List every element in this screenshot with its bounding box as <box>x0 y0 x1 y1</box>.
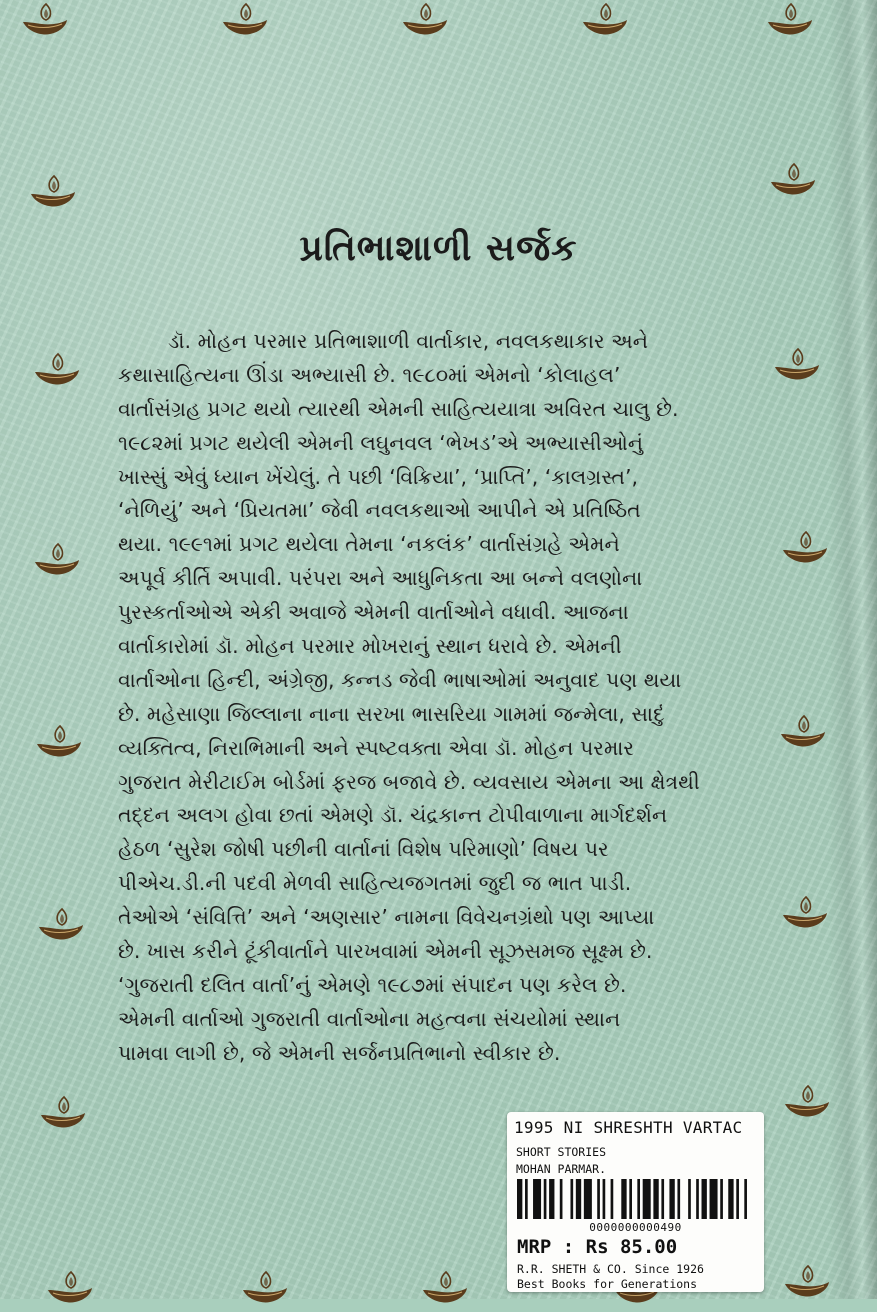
blurb-line: વાર્તાઓના હિન્દી, અંગ્રેજી, કન્નડ જેવી ભાષાઓમાં અનુવાદ પણ થયા <box>118 667 682 692</box>
barcode-bar <box>702 1179 707 1219</box>
diya-lamp-icon <box>400 0 450 40</box>
blurb-line: છે. મહેસાણા જિલ્લાના નાના સરખા ભાસરિયા ગામમાં જન્મેલા, સાદું <box>118 701 665 726</box>
blurb-line: ‘ગુજરાતી દલિત વાર્તા’નું એમણે ૧૯૮૭માં સંપાદન પણ કરેલ છે. <box>118 972 627 997</box>
diya-lamp-icon <box>420 1268 470 1308</box>
author-blurb <box>118 325 718 1071</box>
barcode <box>517 1179 755 1219</box>
barcode-bar <box>560 1179 563 1219</box>
blurb-line: વાર્તાકારોમાં ડૉ. મોહન પરમાર મોખરાનું સ્થાન ધરાવે છે. એમની <box>118 634 622 659</box>
blurb-line: ‘નેળિયું’ અને ‘પ્રિયતમા’ જેવી નવલકથાઓ આપીને એ પ્રતિષ્ઠિત <box>118 498 641 523</box>
barcode-bar <box>544 1179 547 1219</box>
barcode-bar <box>584 1179 592 1219</box>
diya-lamp-icon <box>772 345 822 385</box>
barcode-bar <box>688 1179 691 1219</box>
diya-lamp-icon <box>765 0 815 40</box>
blurb-line: પામવા લાગી છે, જે એમની સર્જનપ્રતિભાનો સ્વીકાર છે. <box>118 1040 561 1065</box>
diya-lamp-icon <box>780 528 830 568</box>
sticker-author: MOHAN PARMAR. <box>516 1162 607 1176</box>
barcode-bar <box>669 1179 674 1219</box>
diya-lamp-icon <box>32 350 82 390</box>
diya-lamp-icon <box>28 172 78 212</box>
diya-lamp-icon <box>220 0 270 40</box>
sticker-category: SHORT STORIES <box>516 1145 607 1159</box>
blurb-line: એમની વાર્તાઓ ગુજરાતી વાર્તાઓના મહત્વના સંચયોમાં સ્થાન <box>118 1006 621 1031</box>
diya-lamp-icon <box>36 905 86 945</box>
price-sticker <box>507 1112 764 1292</box>
blurb-line: છે. ખાસ કરીને ટૂંકીવાર્તાને પારખવામાં એમની સૂઝસમજ સૂક્ષ્મ છે. <box>118 939 653 964</box>
barcode-bar <box>736 1179 739 1219</box>
barcode-bar <box>603 1179 606 1219</box>
diya-lamp-icon <box>32 540 82 580</box>
barcode-number: 0000000000490 <box>589 1221 682 1234</box>
barcode-bar <box>653 1179 658 1219</box>
diya-lamp-icon <box>778 712 828 752</box>
blurb-line: પુરસ્કર્તાઓએ એકી અવાજે એમની વાર્તાઓને વધાવી. આજના <box>118 600 629 625</box>
barcode-bar <box>710 1179 718 1219</box>
barcode-bar <box>728 1179 733 1219</box>
blurb-line: અપૂર્વ કીર્તિ અપાવી. પરંપરા અને આધુનિકતા આ બન્ને વલણોના <box>118 566 643 591</box>
barcode-bar <box>533 1179 541 1219</box>
blurb-line: થયા. ૧૯૯૧માં પ્રગટ થયેલા તેમના ‘નકલંક’ વાર્તાસંગ્રહે એમને <box>118 532 620 557</box>
barcode-bar <box>611 1179 614 1219</box>
blurb-line: વ્યક્તિત્વ, નિરાભિમાની અને સ્પષ્ટવક્તા એવા ડૉ. મોહન પરમાર <box>118 735 634 760</box>
diya-lamp-icon <box>768 160 818 200</box>
cover-title: પ્રતિભાશાળી સર્જક <box>299 228 578 269</box>
mrp-price: MRP : Rs 85.00 <box>517 1236 678 1258</box>
barcode-bar <box>661 1179 664 1219</box>
diya-lamp-icon <box>240 1268 290 1308</box>
diya-lamp-icon <box>782 1082 832 1122</box>
blurb-line: પીએચ.ડી.ની પદવી મેળવી સાહિત્યજગતમાં જુદી જ ભાત પાડી. <box>118 871 632 896</box>
blurb-line: વાર્તાસંગ્રહ પ્રગટ થયો ત્યારથી એમની સાહિત્યયાત્રા અવિરત ચાલુ છે. <box>118 396 679 421</box>
barcode-bar <box>525 1179 528 1219</box>
barcode-bar <box>597 1179 600 1219</box>
diya-lamp-icon <box>34 722 84 762</box>
blurb-line: ખાસ્સું એવું ધ્યાન ખેંચેલું. તે પછી ‘વિક્રિયા’, ‘પ્રાપ્તિ’, ‘કાલગ્રસ્ત’, <box>118 464 638 489</box>
barcode-bar <box>570 1179 573 1219</box>
diya-lamp-icon <box>38 1093 88 1133</box>
barcode-bar <box>720 1179 723 1219</box>
diya-lamp-icon <box>782 1262 832 1302</box>
blurb-line: ડૉ. મોહન પરમાર પ્રતિભાશાળી વાર્તાકાર, નવલકથાકાર અને <box>168 329 649 353</box>
barcode-bar <box>677 1179 680 1219</box>
barcode-bar <box>744 1179 747 1219</box>
publisher-line: R.R. SHETH & CO. Since 1926 <box>517 1262 704 1276</box>
barcode-bar <box>629 1179 632 1219</box>
blurb-line: તેઓએ ‘સંવિત્તિ’ અને ‘અણસાર’ નામના વિવેચનગ્રંથો પણ આપ્યા <box>118 905 655 930</box>
diya-lamp-icon <box>780 893 830 933</box>
blurb-line: ગુજરાત મેરીટાઈમ બોર્ડમાં ફરજ બજાવે છે. વ્યવસાય એમના આ ક્ષેત્રથી <box>118 769 700 794</box>
publisher-tagline: Best Books for Generations <box>517 1277 698 1291</box>
barcode-bar <box>637 1179 640 1219</box>
blurb-line: ૧૯૮૨માં પ્રગટ થયેલી એમની લઘુનવલ ‘ભેખડ’એ અભ્યાસીઓનું <box>118 430 644 455</box>
blurb-line: કથાસાહિત્યના ઊંડા અભ્યાસી છે. ૧૯૮૦માં એમનો ‘કોલાહલ’ <box>118 362 621 387</box>
diya-lamp-icon <box>45 1268 95 1308</box>
barcode-bar <box>696 1179 699 1219</box>
diya-lamp-icon <box>580 0 630 40</box>
sticker-title: 1995 NI SHRESHTH VARTAC <box>514 1118 743 1137</box>
diya-lamp-icon <box>20 0 70 40</box>
barcode-bar <box>549 1179 554 1219</box>
barcode-bar <box>621 1179 626 1219</box>
barcode-bar <box>517 1179 522 1219</box>
blurb-line: હેઠળ ‘સુરેશ જોષી પછીની વાર્તાનાં વિશેષ પરિમાણો’ વિષય પર <box>118 837 609 862</box>
cover-right-edge <box>829 0 877 1299</box>
blurb-line: તદ્દન અલગ હોવા છતાં એમણે ડૉ. ચંદ્રકાન્ત ટોપીવાળાના માર્ગદર્શન <box>118 803 668 828</box>
barcode-bar <box>643 1179 651 1219</box>
barcode-bar <box>576 1179 581 1219</box>
